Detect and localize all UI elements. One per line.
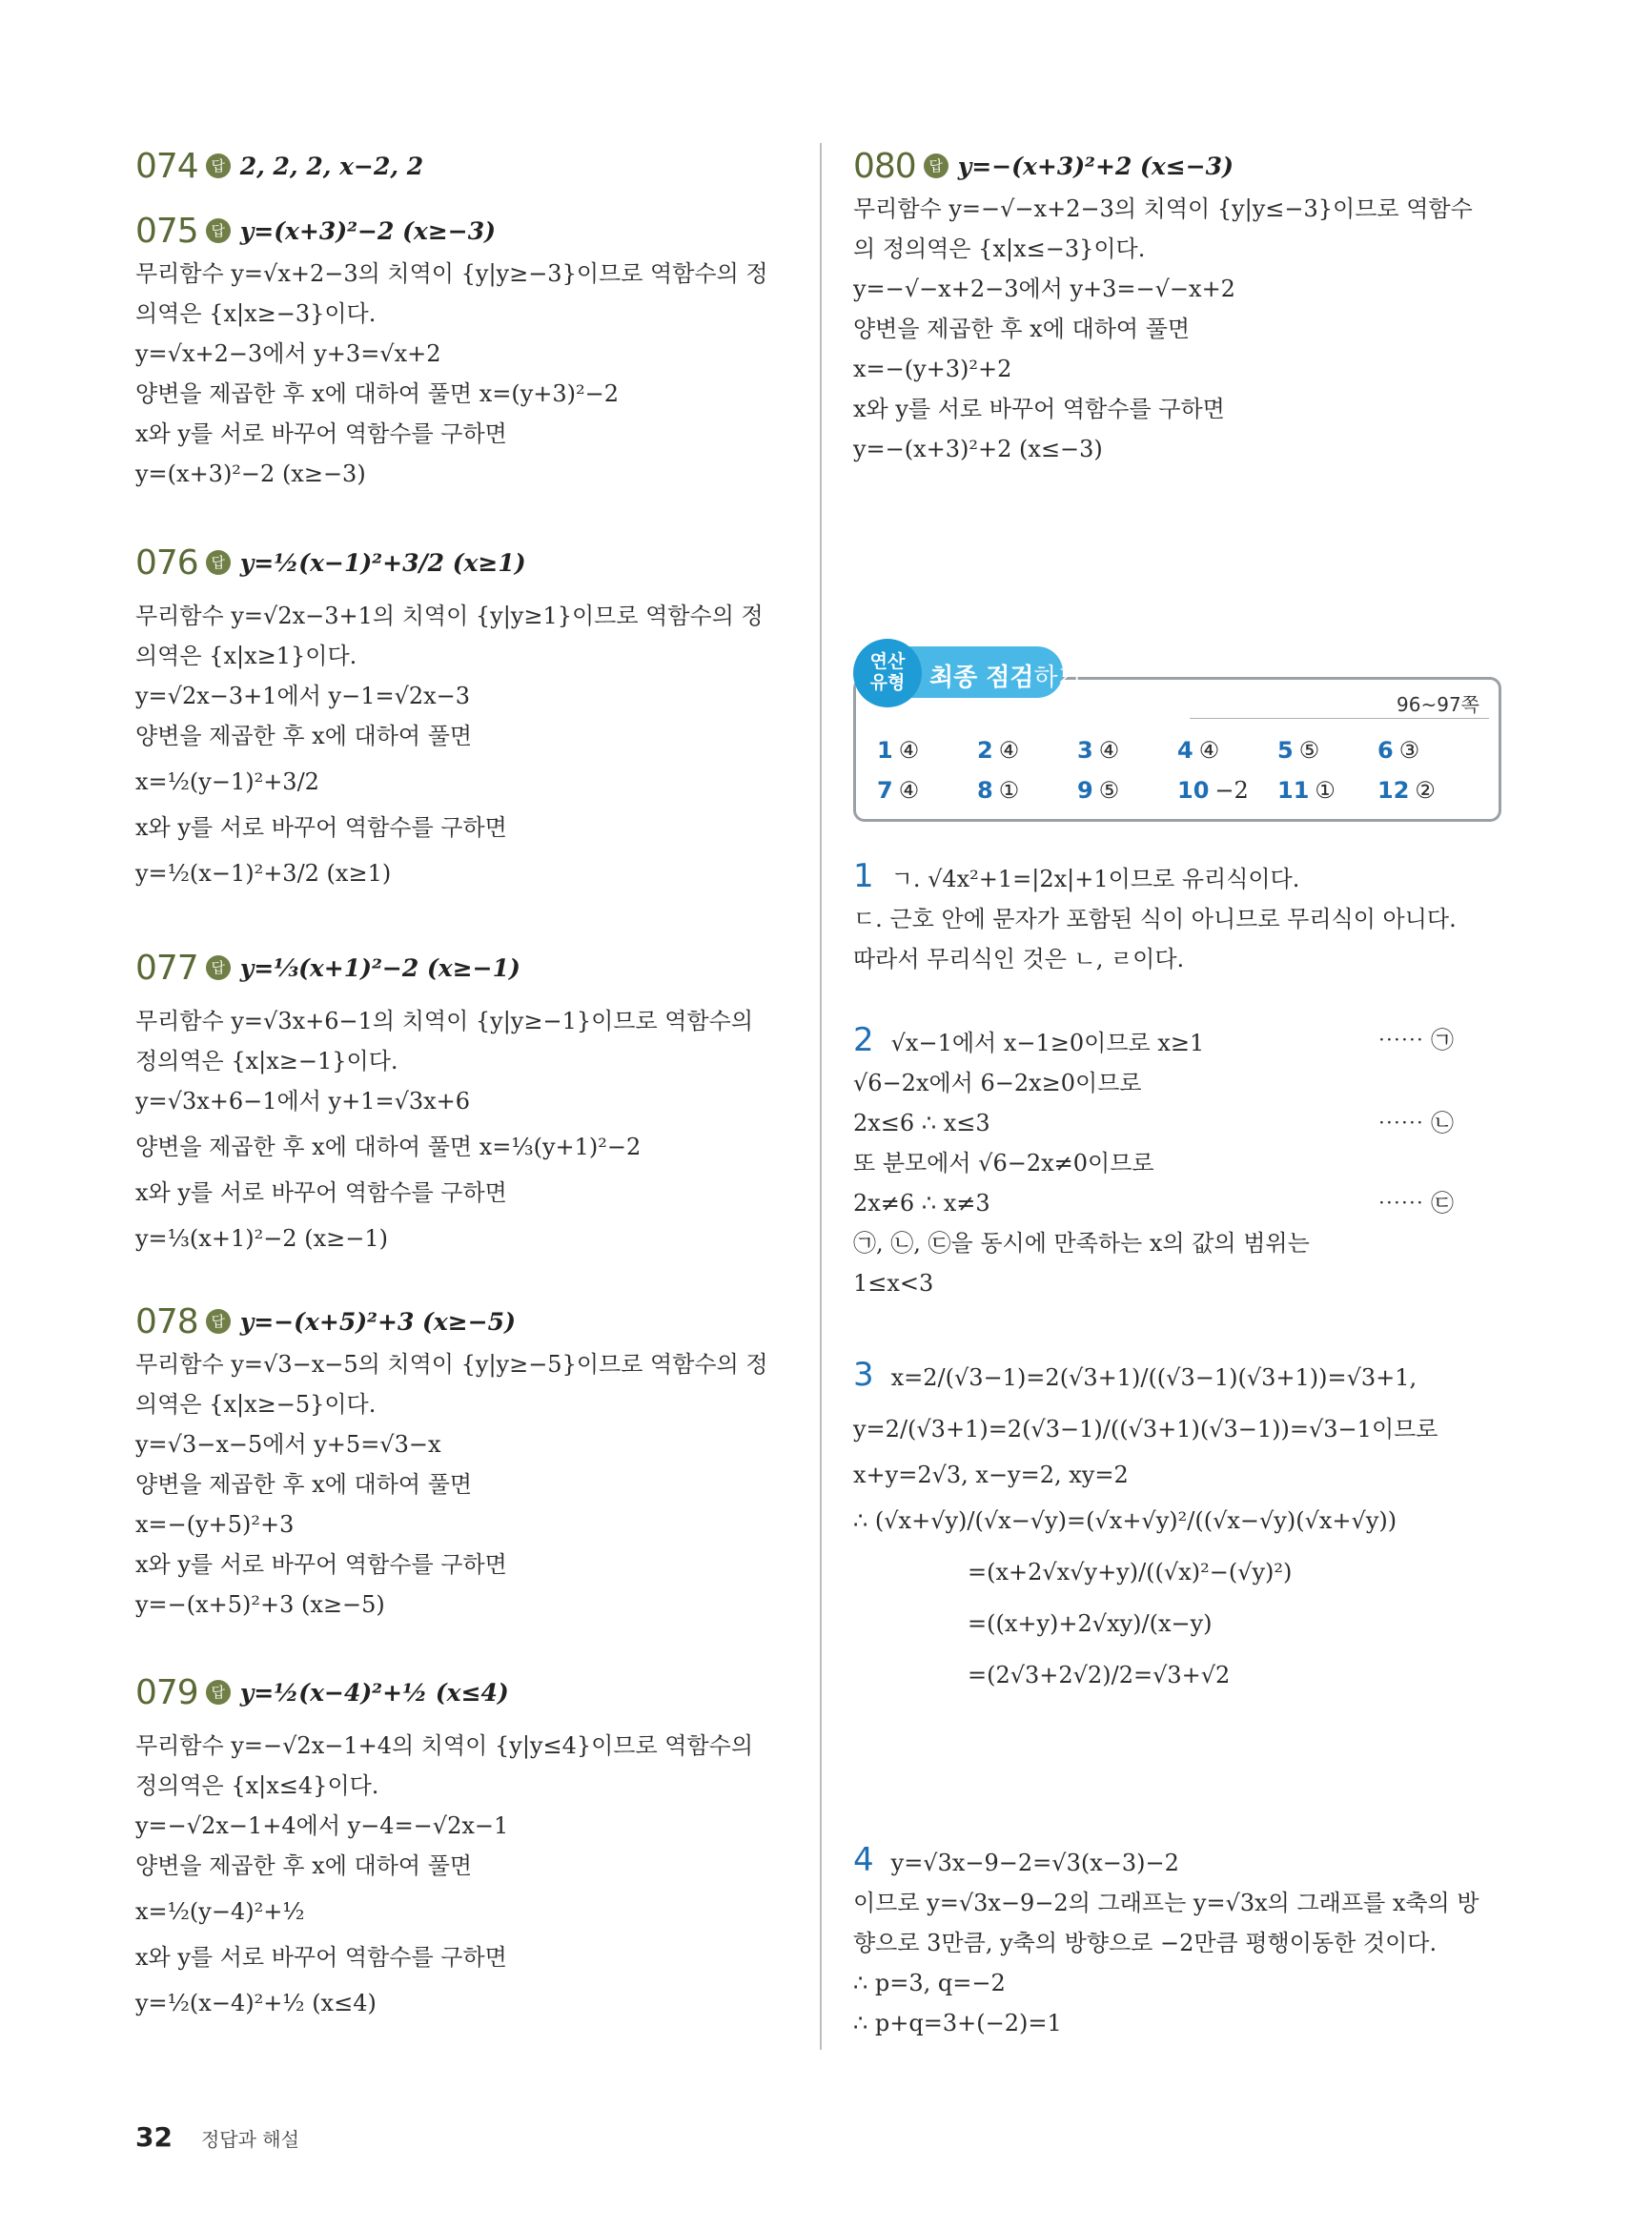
section-title bbox=[929, 658, 1082, 693]
solution-line: =((x+y)+2√xy)/(x−y) bbox=[968, 1610, 1213, 1637]
solution-number: 3 bbox=[853, 1356, 874, 1394]
solution-line: y=−√−x+2−3에서 y+3=−√−x+2 bbox=[853, 276, 1235, 302]
solution-line: y=−(x+5)²+3 (x≥−5) bbox=[135, 1591, 385, 1618]
answer-badge: 답 bbox=[206, 153, 231, 178]
solution-line: x와 y를 서로 바꾸어 역함수를 구하면 bbox=[135, 420, 507, 447]
solution-line: 양변을 제곱한 후 x에 대하여 풀면 x=⅓(y+1)²−2 bbox=[135, 1134, 642, 1160]
solution-line: 이므로 y=√3x−9−2의 그래프는 y=√3x의 그래프를 x축의 방 bbox=[853, 1890, 1479, 1916]
solution-line: ∴ p=3, q=−2 bbox=[853, 1970, 1006, 1996]
answer-number: 12 bbox=[1377, 777, 1410, 804]
answer-cell bbox=[1277, 777, 1336, 804]
solution-4 bbox=[853, 1840, 1511, 2043]
answer-number: 11 bbox=[1277, 777, 1310, 804]
page-number: 32 bbox=[135, 2121, 173, 2153]
answer-value: ① bbox=[1315, 777, 1336, 804]
answer-number: 2 bbox=[977, 737, 993, 764]
answer-cell bbox=[977, 777, 1019, 804]
footer-label: 정답과 해설 bbox=[200, 2128, 299, 2151]
solution-line: y=2/(√3+1)=2(√3−1)/((√3+1)(√3−1))=√3−1이므로 bbox=[853, 1416, 1438, 1442]
answer-cell bbox=[877, 737, 919, 764]
answer-value: ④ bbox=[1198, 737, 1220, 764]
solution-line: 정의역은 {x|x≥−1}이다. bbox=[135, 1048, 398, 1074]
problem-number: 076 bbox=[135, 542, 198, 583]
answer-badge: 답 bbox=[206, 1309, 231, 1334]
solution-line: y=√3x+6−1에서 y+1=√3x+6 bbox=[135, 1088, 471, 1115]
solution-line: ㉠, ㉡, ㉢을 동시에 만족하는 x의 값의 범위는 bbox=[853, 1230, 1310, 1257]
answer-cell bbox=[1077, 777, 1119, 804]
answer-number: 7 bbox=[877, 777, 893, 804]
answer-text: y=½(x−4)²+½ (x≤4) bbox=[239, 1678, 509, 1707]
solution-line: 의역은 {x|x≥−5}이다. bbox=[135, 1391, 377, 1418]
type-tag bbox=[853, 639, 922, 707]
page-footer bbox=[135, 2121, 299, 2153]
solution-line: √x−1에서 x−1≥0이므로 x≥1 bbox=[890, 1030, 1205, 1056]
solution-line: 양변을 제곱한 후 x에 대하여 풀면 bbox=[853, 316, 1191, 342]
solution-line: 양변을 제곱한 후 x에 대하여 풀면 bbox=[135, 1852, 473, 1879]
answer-value: ③ bbox=[1398, 737, 1420, 764]
solution-line: x=2/(√3−1)=2(√3+1)/((√3−1)(√3+1))=√3+1, bbox=[890, 1364, 1417, 1391]
equation-marker: ⋯⋯ ㉡ bbox=[1377, 1110, 1454, 1136]
answer-text: y=½(x−1)²+3/2 (x≥1) bbox=[239, 548, 526, 577]
solution-number: 4 bbox=[853, 1841, 874, 1879]
answer-badge: 답 bbox=[924, 153, 948, 178]
solution-line: 의역은 {x|x≥−3}이다. bbox=[135, 300, 377, 327]
solution-line: 정의역은 {x|x≤4}이다. bbox=[135, 1772, 379, 1799]
answer-number: 10 bbox=[1177, 777, 1210, 804]
solution-line: ∴ p+q=3+(−2)=1 bbox=[853, 2010, 1062, 2036]
solution-line: 양변을 제곱한 후 x에 대하여 풀면 bbox=[135, 1471, 473, 1498]
answer-number: 5 bbox=[1277, 737, 1294, 764]
solution-line: y=√x+2−3에서 y+3=√x+2 bbox=[135, 340, 441, 367]
problem-079 bbox=[135, 1659, 793, 2029]
answer-cell bbox=[1377, 777, 1436, 804]
solution-2 bbox=[853, 1020, 1511, 1303]
answer-value: ⑤ bbox=[1298, 737, 1320, 764]
answer-number: 3 bbox=[1077, 737, 1093, 764]
problem-075 bbox=[135, 208, 793, 494]
answer-number: 1 bbox=[877, 737, 893, 764]
solution-line: x와 y를 서로 바꾸어 역함수를 구하면 bbox=[135, 1179, 507, 1206]
solution-line: 양변을 제곱한 후 x에 대하여 풀면 x=(y+3)²−2 bbox=[135, 380, 620, 407]
page-range: 96~97쪽 bbox=[1397, 693, 1479, 716]
solution-line: 2x≤6 ∴ x≤3 bbox=[853, 1110, 990, 1136]
problem-077 bbox=[135, 934, 793, 1264]
answer-text: y=−(x+3)²+2 (x≤−3) bbox=[957, 152, 1234, 180]
answer-text: y=(x+3)²−2 (x≥−3) bbox=[239, 216, 496, 245]
solution-line: y=−√2x−1+4에서 y−4=−√2x−1 bbox=[135, 1812, 509, 1839]
answer-cell bbox=[1377, 737, 1419, 764]
problem-number: 075 bbox=[135, 211, 198, 251]
answer-number: 6 bbox=[1377, 737, 1394, 764]
answer-value: ② bbox=[1415, 777, 1436, 804]
solution-line: y=−(x+3)²+2 (x≤−3) bbox=[853, 436, 1103, 462]
solution-line: x+y=2√3, x−y=2, xy=2 bbox=[853, 1462, 1129, 1488]
answer-text: y=⅓(x+1)²−2 (x≥−1) bbox=[239, 953, 520, 982]
solution-line: 1≤x<3 bbox=[853, 1270, 934, 1297]
answer-cell bbox=[877, 777, 919, 804]
type-tag-text: 연산 유형 bbox=[869, 651, 906, 693]
section-title-rest: 하기 bbox=[1033, 664, 1082, 692]
answer-value: −2 bbox=[1214, 777, 1249, 804]
section-title-bold: 최종 점검 bbox=[929, 664, 1034, 692]
solution-line: x와 y를 서로 바꾸어 역함수를 구하면 bbox=[135, 1551, 507, 1578]
solution-line: y=⅓(x+1)²−2 (x≥−1) bbox=[135, 1225, 388, 1252]
answer-cell bbox=[1077, 737, 1119, 764]
column-divider bbox=[820, 143, 822, 2050]
answer-text: 2, 2, 2, x−2, 2 bbox=[239, 152, 424, 180]
answer-badge: 답 bbox=[206, 1680, 231, 1705]
problem-number: 074 bbox=[135, 146, 198, 186]
title-dot bbox=[1130, 658, 1139, 667]
solution-line: 무리함수 y=√3−x−5의 치역이 {y|y≥−5}이므로 역함수의 정 bbox=[135, 1351, 768, 1378]
answer-number: 9 bbox=[1077, 777, 1093, 804]
solution-line: x와 y를 서로 바꾸어 역함수를 구하면 bbox=[853, 396, 1225, 422]
answer-value: ① bbox=[998, 777, 1020, 804]
solution-line: 무리함수 y=√x+2−3의 치역이 {y|y≥−3}이므로 역함수의 정 bbox=[135, 260, 768, 287]
problem-number: 077 bbox=[135, 948, 198, 988]
problem-078 bbox=[135, 1299, 793, 1625]
problem-number: 078 bbox=[135, 1301, 198, 1341]
solution-line: x=½(y−1)²+3/2 bbox=[135, 768, 319, 795]
page-range-underline bbox=[1190, 718, 1489, 719]
problem-number: 080 bbox=[853, 146, 916, 186]
solution-line: y=½(x−4)²+½ (x≤4) bbox=[135, 1990, 377, 2016]
solution-number: 2 bbox=[853, 1021, 874, 1059]
solution-number: 1 bbox=[853, 857, 874, 895]
problem-074 bbox=[135, 143, 793, 189]
solution-line: ㄷ. 근호 안에 문자가 포함된 식이 아니므로 무리식이 아니다. bbox=[853, 906, 1457, 932]
solution-line: y=√2x−3+1에서 y−1=√2x−3 bbox=[135, 683, 471, 709]
answer-box bbox=[853, 677, 1501, 822]
solution-line: y=√3x−9−2=√3(x−3)−2 bbox=[890, 1850, 1179, 1876]
answer-number: 4 bbox=[1177, 737, 1193, 764]
solution-line: x=½(y−4)²+½ bbox=[135, 1898, 305, 1925]
answer-badge: 답 bbox=[206, 550, 231, 575]
solution-line: 의역은 {x|x≥1}이다. bbox=[135, 643, 357, 669]
answer-value: ④ bbox=[998, 737, 1020, 764]
solution-line: 2x≠6 ∴ x≠3 bbox=[853, 1190, 990, 1217]
solution-line: x=−(y+3)²+2 bbox=[853, 356, 1012, 382]
solution-line: x와 y를 서로 바꾸어 역함수를 구하면 bbox=[135, 814, 507, 841]
answer-cell bbox=[1177, 777, 1249, 804]
answer-cell bbox=[977, 737, 1019, 764]
solution-line: 또 분모에서 √6−2x≠0이므로 bbox=[853, 1150, 1154, 1176]
answer-value: ④ bbox=[1098, 737, 1120, 764]
solution-3 bbox=[853, 1349, 1511, 1701]
answer-badge: 답 bbox=[206, 218, 231, 243]
answer-cell bbox=[1177, 737, 1219, 764]
solution-line: 무리함수 y=√3x+6−1의 치역이 {y|y≥−1}이므로 역함수의 bbox=[135, 1008, 754, 1034]
answer-text: y=−(x+5)²+3 (x≥−5) bbox=[239, 1307, 516, 1336]
equation-marker: ⋯⋯ ㉠ bbox=[1377, 1027, 1454, 1054]
solution-line: =(x+2√x√y+y)/((√x)²−(√y)²) bbox=[968, 1559, 1293, 1586]
solution-line: x=−(y+5)²+3 bbox=[135, 1511, 295, 1538]
solution-line: 양변을 제곱한 후 x에 대하여 풀면 bbox=[135, 723, 473, 749]
solution-line: √6−2x에서 6−2x≥0이므로 bbox=[853, 1070, 1142, 1096]
answer-badge: 답 bbox=[206, 955, 231, 980]
solution-line: y=(x+3)²−2 (x≥−3) bbox=[135, 460, 366, 487]
problem-number: 079 bbox=[135, 1672, 198, 1712]
solution-1 bbox=[853, 856, 1511, 979]
solution-line: 따라서 무리식인 것은 ㄴ, ㄹ이다. bbox=[853, 946, 1185, 972]
solution-line: y=√3−x−5에서 y+5=√3−x bbox=[135, 1431, 441, 1458]
solution-line: ∴ (√x+√y)/(√x−√y)=(√x+√y)²/((√x−√y)(√x+√y)) bbox=[853, 1507, 1397, 1534]
solution-line: 무리함수 y=−√−x+2−3의 치역이 {y|y≤−3}이므로 역함수 bbox=[853, 195, 1473, 222]
solution-line: x와 y를 서로 바꾸어 역함수를 구하면 bbox=[135, 1944, 507, 1971]
solution-line: ㄱ. √4x²+1=|2x|+1이므로 유리식이다. bbox=[890, 866, 1300, 892]
answer-value: ⑤ bbox=[1098, 777, 1120, 804]
problem-080 bbox=[853, 143, 1511, 469]
solution-line: y=½(x−1)²+3/2 (x≥1) bbox=[135, 860, 392, 887]
answer-value: ④ bbox=[898, 777, 920, 804]
solution-line: 향으로 3만큼, y축의 방향으로 −2만큼 평행이동한 것이다. bbox=[853, 1930, 1438, 1956]
solution-line: 의 정의역은 {x|x≤−3}이다. bbox=[853, 235, 1146, 262]
answer-number: 8 bbox=[977, 777, 993, 804]
problem-076 bbox=[135, 529, 793, 899]
answer-value: ④ bbox=[898, 737, 920, 764]
solution-line: 무리함수 y=−√2x−1+4의 치역이 {y|y≤4}이므로 역함수의 bbox=[135, 1732, 754, 1759]
answer-cell bbox=[1277, 737, 1319, 764]
equation-marker: ⋯⋯ ㉢ bbox=[1377, 1190, 1454, 1217]
solution-line: =(2√3+2√2)/2=√3+√2 bbox=[968, 1662, 1231, 1688]
solution-line: 무리함수 y=√2x−3+1의 치역이 {y|y≥1}이므로 역함수의 정 bbox=[135, 603, 764, 629]
